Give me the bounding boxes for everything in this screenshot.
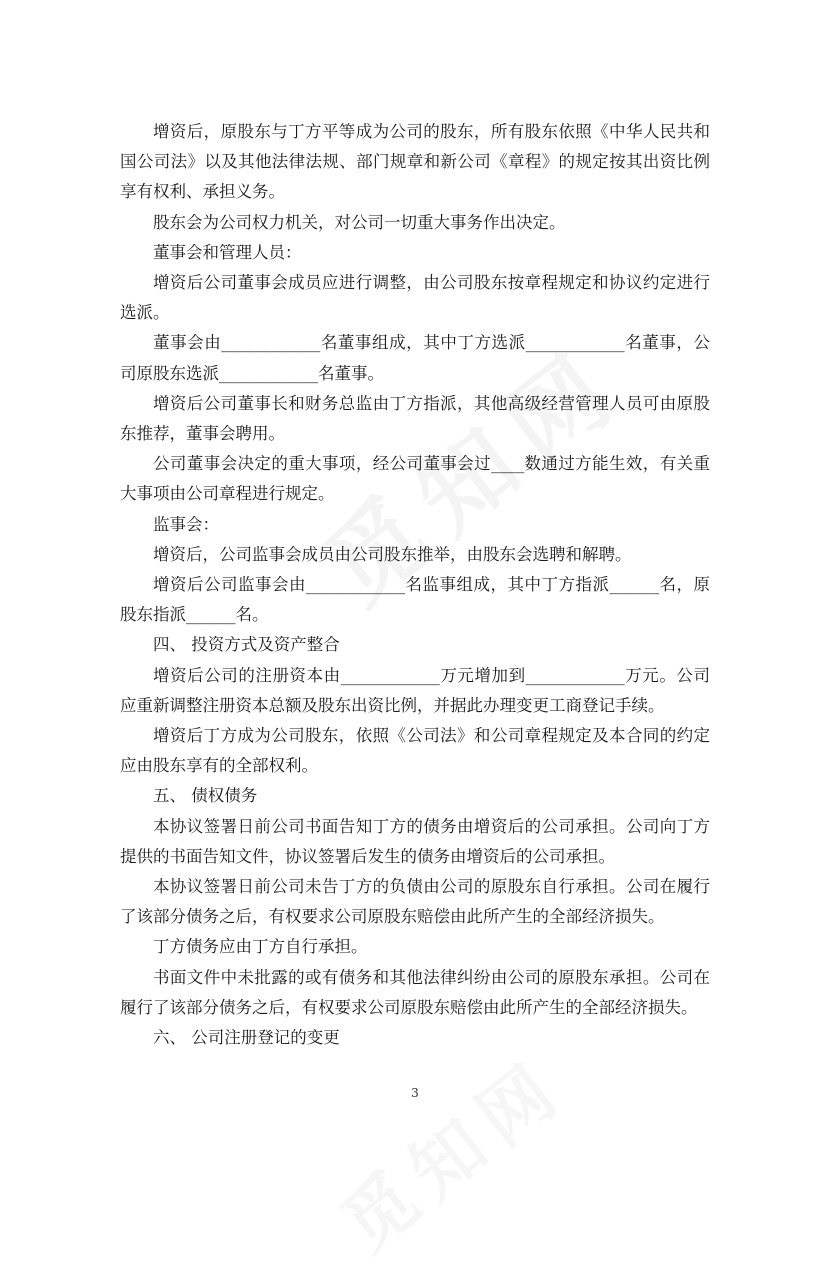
paragraph: 丁方债务应由丁方自行承担。 — [153, 937, 368, 957]
paragraph: 董事会由____________名董事组成，其中丁方选派____________名董事，公司原股东选派____________名董事。 — [120, 333, 710, 383]
page-number: 3 — [411, 1086, 419, 1100]
paragraph: 增资后公司董事长和财务总监由丁方指派，其他高级经营管理人员可由原股东推荐，董事会聘用。 — [120, 393, 710, 444]
paragraph: 增资后，公司监事会成员由公司股东推举，由股东会选聘和解聘。 — [153, 544, 632, 564]
section-heading: 监事会： — [153, 514, 219, 534]
paragraph: 书面文件中未批露的或有债务和其他法律纠纷由公司的原股东承担。公司在履行了该部分债务之后，有权要求公司原股东赔偿由此所产生的全部经济损失。 — [120, 967, 710, 1017]
paragraph: 增资后丁方成为公司股东，依照《公司法》和公司章程规定及本合同的约定应由股东享有的全部权利。 — [120, 726, 710, 776]
paragraph: 增资后公司董事会成员应进行调整，由公司股东按章程规定和协议约定进行选派。 — [120, 273, 710, 323]
paragraph: 本协议签署日前公司未告丁方的负债由公司的原股东自行承担。公司在履行了该部分债务之后，有权要求公司原股东赔偿由此所产生的全部经济损失。 — [120, 877, 710, 927]
paragraph: 增资后公司的注册资本由____________万元增加到____________万元。公司应重新调整注册资本总额及股东出资比例，并据此办理变更工商登记手续。 — [120, 665, 710, 715]
section-heading: 五、 债权债务 — [153, 786, 258, 806]
section-heading: 董事会和管理人员： — [153, 242, 302, 262]
paragraph: 增资后公司监事会由____________名监事组成，其中丁方指派______名，原股东指派______名。 — [120, 575, 710, 625]
section-heading: 六、 公司注册登记的变更 — [153, 1028, 340, 1048]
paragraph: 公司董事会决定的重大事项，经公司董事会过____数通过方能生效，有关重大事项由公司章程进行规定。 — [120, 454, 710, 504]
paragraph: 股东会为公司权力机关，对公司一切重大事务作出决定。 — [153, 212, 566, 232]
watermark-bottom — [316, 1030, 583, 1270]
document-body — [120, 117, 710, 1053]
section-heading: 四、 投资方式及资产整合 — [153, 635, 340, 655]
paragraph: 本协议签署日前公司书面告知丁方的债务由增资后的公司承担。公司向丁方提供的书面告知文件，协议签署后发生的债务由增资后的公司承担。 — [120, 816, 710, 866]
paragraph: 增资后，原股东与丁方平等成为公司的股东，所有股东依照《中华人民共和国公司法》以及其他法律法规、部门规章和新公司《章程》的规定按其出资比例享有权利、承担义务。 — [120, 122, 710, 202]
